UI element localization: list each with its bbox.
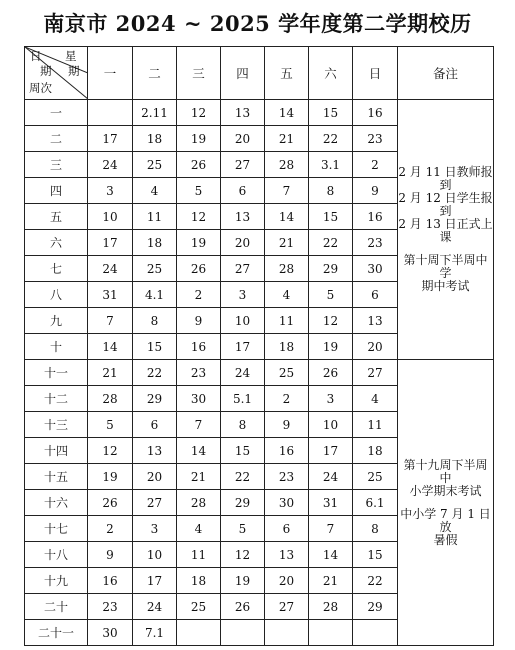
note-line: 期中考试 [421,279,470,293]
corner-label-qi1: 期 [40,64,52,78]
date-cell: 29 [309,256,353,282]
notes-cell-second-half [398,360,494,646]
date-cell: 9 [88,542,133,568]
date-cell: 16 [177,334,221,360]
notes-cell-first-half [398,100,494,360]
note-line: 第十九周下半周中 [403,457,488,485]
calendar-table [24,46,494,646]
date-cell: 20 [133,464,177,490]
date-cell: 16 [88,568,133,594]
notes-header: 备注 [398,47,494,100]
note-line: 小学期末考试 [409,483,482,498]
date-cell [88,100,133,126]
date-cell: 12 [177,204,221,230]
date-cell: 16 [353,100,398,126]
date-cell: 7 [309,516,353,542]
date-cell: 19 [88,464,133,490]
note-line: 第十周下半周中学 [403,253,488,280]
day-header: 二 [133,47,177,100]
corner-label-xing: 星 [65,49,77,63]
date-cell: 18 [265,334,309,360]
date-cell: 17 [133,568,177,594]
date-cell: 5 [221,516,265,542]
date-cell: 29 [133,386,177,412]
date-cell: 5 [88,412,133,438]
date-cell: 8 [133,308,177,334]
date-cell: 24 [309,464,353,490]
date-cell: 17 [88,126,133,152]
note-line: 暑假 [433,532,458,547]
date-cell: 21 [265,126,309,152]
week-cell: 三 [25,152,88,178]
date-cell: 23 [353,230,398,256]
week-cell: 十 [25,334,88,360]
date-cell: 28 [88,386,133,412]
date-cell [309,620,353,646]
date-cell: 18 [353,438,398,464]
date-cell: 14 [265,100,309,126]
date-cell: 25 [353,464,398,490]
note-line: 中小学 7 月 1 日放 [400,506,491,534]
date-cell: 27 [353,360,398,386]
date-cell: 7 [177,412,221,438]
week-cell: 九 [25,308,88,334]
date-cell: 26 [221,594,265,620]
date-cell: 13 [221,100,265,126]
date-cell: 22 [309,230,353,256]
date-cell: 8 [221,412,265,438]
date-cell: 24 [88,152,133,178]
date-cell: 10 [309,412,353,438]
date-cell: 11 [177,542,221,568]
date-cell: 6 [265,516,309,542]
date-cell: 2 [265,386,309,412]
date-cell: 14 [265,204,309,230]
date-cell: 29 [221,490,265,516]
date-cell: 5 [309,282,353,308]
date-cell: 26 [177,152,221,178]
date-cell: 12 [309,308,353,334]
date-cell: 6 [133,412,177,438]
date-cell: 21 [309,568,353,594]
date-cell: 7 [88,308,133,334]
date-cell: 6 [353,282,398,308]
week-cell: 五 [25,204,88,230]
date-cell: 9 [265,412,309,438]
date-cell: 22 [221,464,265,490]
date-cell: 10 [133,542,177,568]
date-cell: 31 [309,490,353,516]
date-cell: 13 [221,204,265,230]
date-cell: 13 [353,308,398,334]
date-cell: 23 [353,126,398,152]
date-cell: 20 [265,568,309,594]
date-cell: 28 [177,490,221,516]
date-cell: 3 [133,516,177,542]
date-cell: 17 [221,334,265,360]
date-cell: 11 [265,308,309,334]
date-cell: 14 [177,438,221,464]
date-cell: 12 [221,542,265,568]
week-cell: 一 [25,100,88,126]
date-cell: 2 [177,282,221,308]
date-cell: 12 [88,438,133,464]
date-cell [353,620,398,646]
week-cell: 十三 [25,412,88,438]
corner-label-ri: 日 [30,49,42,63]
date-cell: 20 [353,334,398,360]
date-cell: 22 [309,126,353,152]
date-cell: 21 [265,230,309,256]
date-cell: 24 [133,594,177,620]
date-cell: 4 [353,386,398,412]
note-line: 2 月 13 日正式上课 [398,217,493,244]
date-cell: 28 [265,152,309,178]
week-cell: 四 [25,178,88,204]
date-cell: 9 [177,308,221,334]
date-cell: 15 [353,542,398,568]
date-cell: 21 [88,360,133,386]
date-cell: 28 [265,256,309,282]
date-cell: 27 [133,490,177,516]
day-header: 五 [265,47,309,100]
date-cell: 17 [309,438,353,464]
week-cell: 十七 [25,516,88,542]
date-cell: 18 [133,126,177,152]
date-cell: 23 [88,594,133,620]
date-cell: 24 [88,256,133,282]
date-cell: 3.1 [309,152,353,178]
date-cell: 20 [221,126,265,152]
week-cell: 十九 [25,568,88,594]
date-cell: 8 [353,516,398,542]
date-cell: 26 [309,360,353,386]
week-cell: 十八 [25,542,88,568]
date-cell: 14 [88,334,133,360]
date-cell: 11 [133,204,177,230]
date-cell: 25 [133,256,177,282]
date-cell [177,620,221,646]
date-cell: 7 [265,178,309,204]
date-cell: 3 [88,178,133,204]
week-cell: 十四 [25,438,88,464]
date-cell: 30 [177,386,221,412]
date-cell: 14 [309,542,353,568]
day-header: 一 [88,47,133,100]
date-cell: 30 [88,620,133,646]
note-line: 2 月 11 日教师报到 [398,165,493,192]
date-cell: 15 [133,334,177,360]
date-cell: 23 [265,464,309,490]
date-cell: 4 [177,516,221,542]
date-cell: 30 [265,490,309,516]
table-row [25,100,494,126]
date-cell: 2.11 [133,100,177,126]
table-row [25,360,494,386]
note-line: 2 月 12 日学生报到 [398,191,493,218]
date-cell: 6 [221,178,265,204]
date-cell: 18 [177,568,221,594]
date-cell [265,620,309,646]
date-cell: 10 [88,204,133,230]
date-cell: 8 [309,178,353,204]
date-cell: 4 [265,282,309,308]
week-cell: 十二 [25,386,88,412]
date-cell: 13 [265,542,309,568]
date-cell: 28 [309,594,353,620]
date-cell: 15 [309,204,353,230]
date-cell: 2 [88,516,133,542]
date-cell: 11 [353,412,398,438]
date-cell: 21 [177,464,221,490]
corner-label-qi2: 期 [68,64,80,78]
week-cell: 六 [25,230,88,256]
corner-label-zhouci: 周次 [29,81,52,95]
date-cell: 16 [265,438,309,464]
date-cell: 29 [353,594,398,620]
date-cell: 15 [309,100,353,126]
date-cell: 27 [221,152,265,178]
date-cell: 3 [309,386,353,412]
date-cell: 4 [133,178,177,204]
date-cell: 19 [221,568,265,594]
day-header: 日 [353,47,398,100]
week-cell: 十五 [25,464,88,490]
day-header: 四 [221,47,265,100]
date-cell [221,620,265,646]
date-cell: 2 [353,152,398,178]
week-cell: 二十一 [25,620,88,646]
date-cell: 25 [177,594,221,620]
week-cell: 七 [25,256,88,282]
date-cell: 4.1 [133,282,177,308]
date-cell: 19 [309,334,353,360]
date-cell: 26 [177,256,221,282]
week-cell: 二十 [25,594,88,620]
date-cell: 22 [353,568,398,594]
date-cell: 7.1 [133,620,177,646]
date-cell: 26 [88,490,133,516]
date-cell: 9 [353,178,398,204]
date-cell: 18 [133,230,177,256]
date-cell: 27 [221,256,265,282]
date-cell: 12 [177,100,221,126]
date-cell: 25 [133,152,177,178]
day-header: 六 [309,47,353,100]
date-cell: 22 [133,360,177,386]
page-title: 南京市 2024 ~ 2025 学年度第二学期校历 [43,11,472,36]
week-cell: 十六 [25,490,88,516]
date-cell: 19 [177,230,221,256]
header-row [25,47,494,100]
date-cell: 5.1 [221,386,265,412]
date-cell: 25 [265,360,309,386]
date-cell: 24 [221,360,265,386]
date-cell: 15 [221,438,265,464]
date-cell: 16 [353,204,398,230]
week-cell: 八 [25,282,88,308]
date-cell: 3 [221,282,265,308]
day-header: 三 [177,47,221,100]
date-cell: 13 [133,438,177,464]
corner-header-cell [25,47,88,100]
date-cell: 27 [265,594,309,620]
date-cell: 19 [177,126,221,152]
week-cell: 十一 [25,360,88,386]
date-cell: 17 [88,230,133,256]
date-cell: 23 [177,360,221,386]
date-cell: 30 [353,256,398,282]
date-cell: 6.1 [353,490,398,516]
date-cell: 10 [221,308,265,334]
week-cell: 二 [25,126,88,152]
date-cell: 5 [177,178,221,204]
date-cell: 31 [88,282,133,308]
date-cell: 20 [221,230,265,256]
